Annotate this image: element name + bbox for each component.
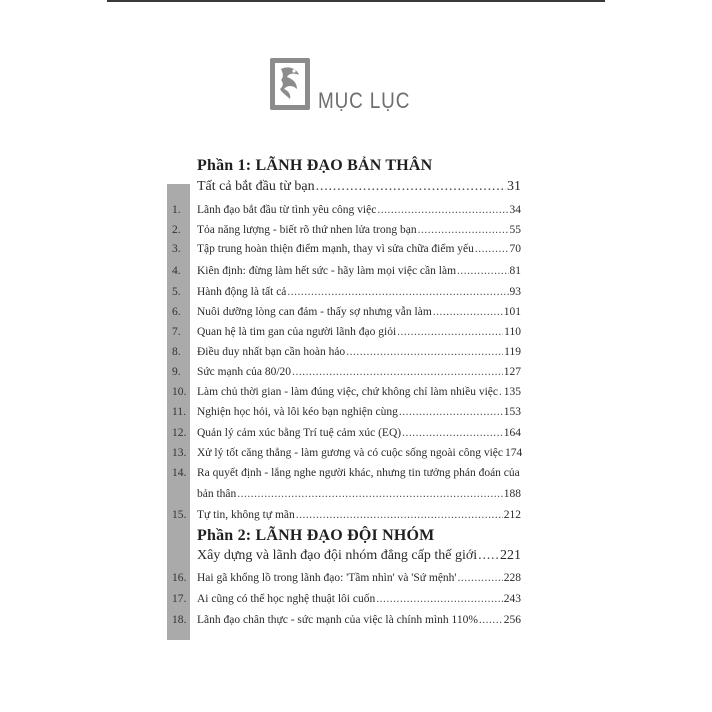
entry-title: Làm chủ thời gian - làm đúng việc, chứ không chỉ làm nhiều việc bbox=[197, 386, 499, 398]
item-number: 8. bbox=[172, 346, 181, 358]
toc-entry bbox=[197, 204, 521, 216]
entry-title: Tất cả bắt đầu từ bạn bbox=[197, 179, 315, 194]
item-number: 18. bbox=[172, 614, 187, 626]
entry-title: Xây dựng và lãnh đạo đội nhóm đẳng cấp thế giới bbox=[197, 548, 478, 563]
item-number: 1. bbox=[172, 204, 181, 216]
page-number: 212 bbox=[503, 509, 521, 521]
entry-title: Kiên định: đừng làm hết sức - hãy làm mọi việc cần làm bbox=[197, 265, 457, 277]
leader-dots bbox=[376, 593, 503, 605]
toc-entry bbox=[197, 306, 521, 318]
entry-title: Tập trung hoàn thiện điểm mạnh, thay vì sửa chữa điểm yếu bbox=[197, 243, 474, 255]
item-number: 17. bbox=[172, 593, 187, 605]
leader-dots bbox=[287, 286, 508, 298]
toc-entry bbox=[197, 614, 521, 626]
page-number: 153 bbox=[503, 406, 521, 418]
entry-title: Quản lý cảm xúc bằng Trí tuệ cảm xúc (EQ) bbox=[197, 427, 402, 439]
item-number: 14. bbox=[172, 467, 187, 479]
leader-dots bbox=[377, 204, 508, 216]
toc-entry bbox=[197, 593, 521, 605]
leader-dots bbox=[478, 548, 499, 564]
part-2-intro-entry bbox=[197, 548, 521, 564]
leader-dots bbox=[499, 386, 503, 398]
part-2-title: Phần 2: LÃNH ĐẠO ĐỘI NHÓM bbox=[197, 527, 435, 544]
toc-entry bbox=[197, 488, 521, 500]
page-number: 243 bbox=[503, 593, 521, 605]
entry-title: Hành động là tất cả bbox=[197, 286, 287, 298]
toc-entry bbox=[197, 326, 521, 338]
toc-entry bbox=[197, 243, 521, 255]
page-number: 31 bbox=[507, 179, 521, 194]
toc-entry bbox=[197, 427, 521, 439]
part-1-title: Phần 1: LÃNH ĐẠO BẢN THÂN bbox=[197, 157, 433, 174]
item-number: 7. bbox=[172, 326, 181, 338]
page-number: 101 bbox=[503, 306, 521, 318]
item-number: 13. bbox=[172, 447, 187, 459]
page-number: 221 bbox=[500, 548, 521, 563]
leader-dots bbox=[296, 509, 503, 521]
leader-dots bbox=[457, 265, 508, 277]
leader-dots bbox=[292, 366, 503, 378]
toc-entry bbox=[197, 572, 521, 584]
page-number: 174 bbox=[504, 447, 523, 459]
entry-title: Tự tin, không tự mãn bbox=[197, 509, 295, 521]
part-1-intro-entry bbox=[197, 179, 521, 195]
toc-entry bbox=[197, 265, 521, 277]
entry-title: Quan hệ là tim gan của người lãnh đạo giỏi bbox=[197, 326, 397, 338]
item-number: 10. bbox=[172, 386, 187, 398]
toc-entry bbox=[197, 509, 521, 521]
item-number: 4. bbox=[172, 265, 181, 277]
toc-entry bbox=[197, 286, 521, 298]
leader-dots bbox=[475, 243, 509, 255]
item-number: 16. bbox=[172, 572, 187, 584]
top-rule bbox=[107, 0, 605, 2]
leader-dots bbox=[402, 427, 503, 439]
entry-title: Lãnh đạo bắt đầu từ tình yêu công việc bbox=[197, 204, 377, 216]
entry-title: Sức mạnh của 80/20 bbox=[197, 366, 292, 378]
page-heading: MỤC LỤC bbox=[318, 88, 411, 113]
ornament-logo-icon-shape bbox=[275, 63, 305, 105]
ornament-logo-icon bbox=[270, 58, 310, 110]
leader-dots bbox=[237, 488, 502, 500]
entry-title: Xử lý tốt căng thẳng - làm gương và có cuộc sống ngoài công việc bbox=[197, 447, 503, 459]
entry-title: Ai cũng có thể học nghệ thuật lôi cuốn bbox=[197, 593, 376, 605]
page-number: 164 bbox=[503, 427, 521, 439]
item-number: 5. bbox=[172, 286, 181, 298]
entry-title: Hai gã khổng lồ trong lãnh đạo: 'Tầm nhìn' và 'Sứ mệnh' bbox=[197, 572, 457, 584]
entry-title: Tỏa năng lượng - biết rõ thứ nhen lửa trong bạn bbox=[197, 224, 417, 236]
item-number: 6. bbox=[172, 306, 181, 318]
leader-dots bbox=[418, 224, 509, 236]
entry-title: Lãnh đạo chân thực - sức mạnh của việc là chính mình 110% bbox=[197, 614, 478, 626]
entry-title: Nuôi dưỡng lòng can đảm - thấy sợ nhưng vẫn làm bbox=[197, 306, 432, 318]
page-number: 127 bbox=[503, 366, 521, 378]
page-number: 81 bbox=[509, 265, 521, 277]
toc-entry bbox=[197, 406, 521, 418]
leader-dots bbox=[479, 614, 503, 626]
entry-title: Điều duy nhất bạn cần hoàn hảo bbox=[197, 346, 346, 358]
entry-title: Nghiện học hỏi, và lôi kéo bạn nghiện cùng bbox=[197, 406, 398, 418]
toc-entry bbox=[197, 366, 521, 378]
item-number: 2. bbox=[172, 224, 181, 236]
page-number: 34 bbox=[509, 204, 521, 216]
toc-entry bbox=[197, 447, 521, 459]
page-number: 135 bbox=[503, 386, 521, 398]
entry-title: bản thân bbox=[197, 488, 237, 500]
page-number: 55 bbox=[509, 224, 521, 236]
leader-dots bbox=[458, 572, 503, 584]
toc-entry bbox=[197, 346, 521, 358]
item-number: 3. bbox=[172, 243, 181, 255]
page-number: 256 bbox=[503, 614, 521, 626]
item-number: 12. bbox=[172, 427, 187, 439]
toc-entry bbox=[197, 224, 521, 236]
page-number: 70 bbox=[509, 243, 521, 255]
item-number: 15. bbox=[172, 509, 187, 521]
toc-entry bbox=[197, 386, 521, 398]
page-number: 119 bbox=[504, 346, 521, 358]
leader-dots bbox=[316, 179, 506, 195]
leader-dots bbox=[397, 326, 503, 338]
leader-dots bbox=[433, 306, 503, 318]
leader-dots bbox=[399, 406, 503, 418]
page-number: 228 bbox=[503, 572, 521, 584]
leader-dots bbox=[346, 346, 503, 358]
toc-entry-line-1: Ra quyết định - lắng nghe người khác, nhưng tin tưởng phán đoán của bbox=[197, 467, 520, 479]
item-number: 9. bbox=[172, 366, 181, 378]
page-number: 93 bbox=[509, 286, 521, 298]
page-number: 188 bbox=[503, 488, 521, 500]
item-number: 11. bbox=[172, 406, 186, 418]
page-number: 110 bbox=[504, 326, 521, 338]
